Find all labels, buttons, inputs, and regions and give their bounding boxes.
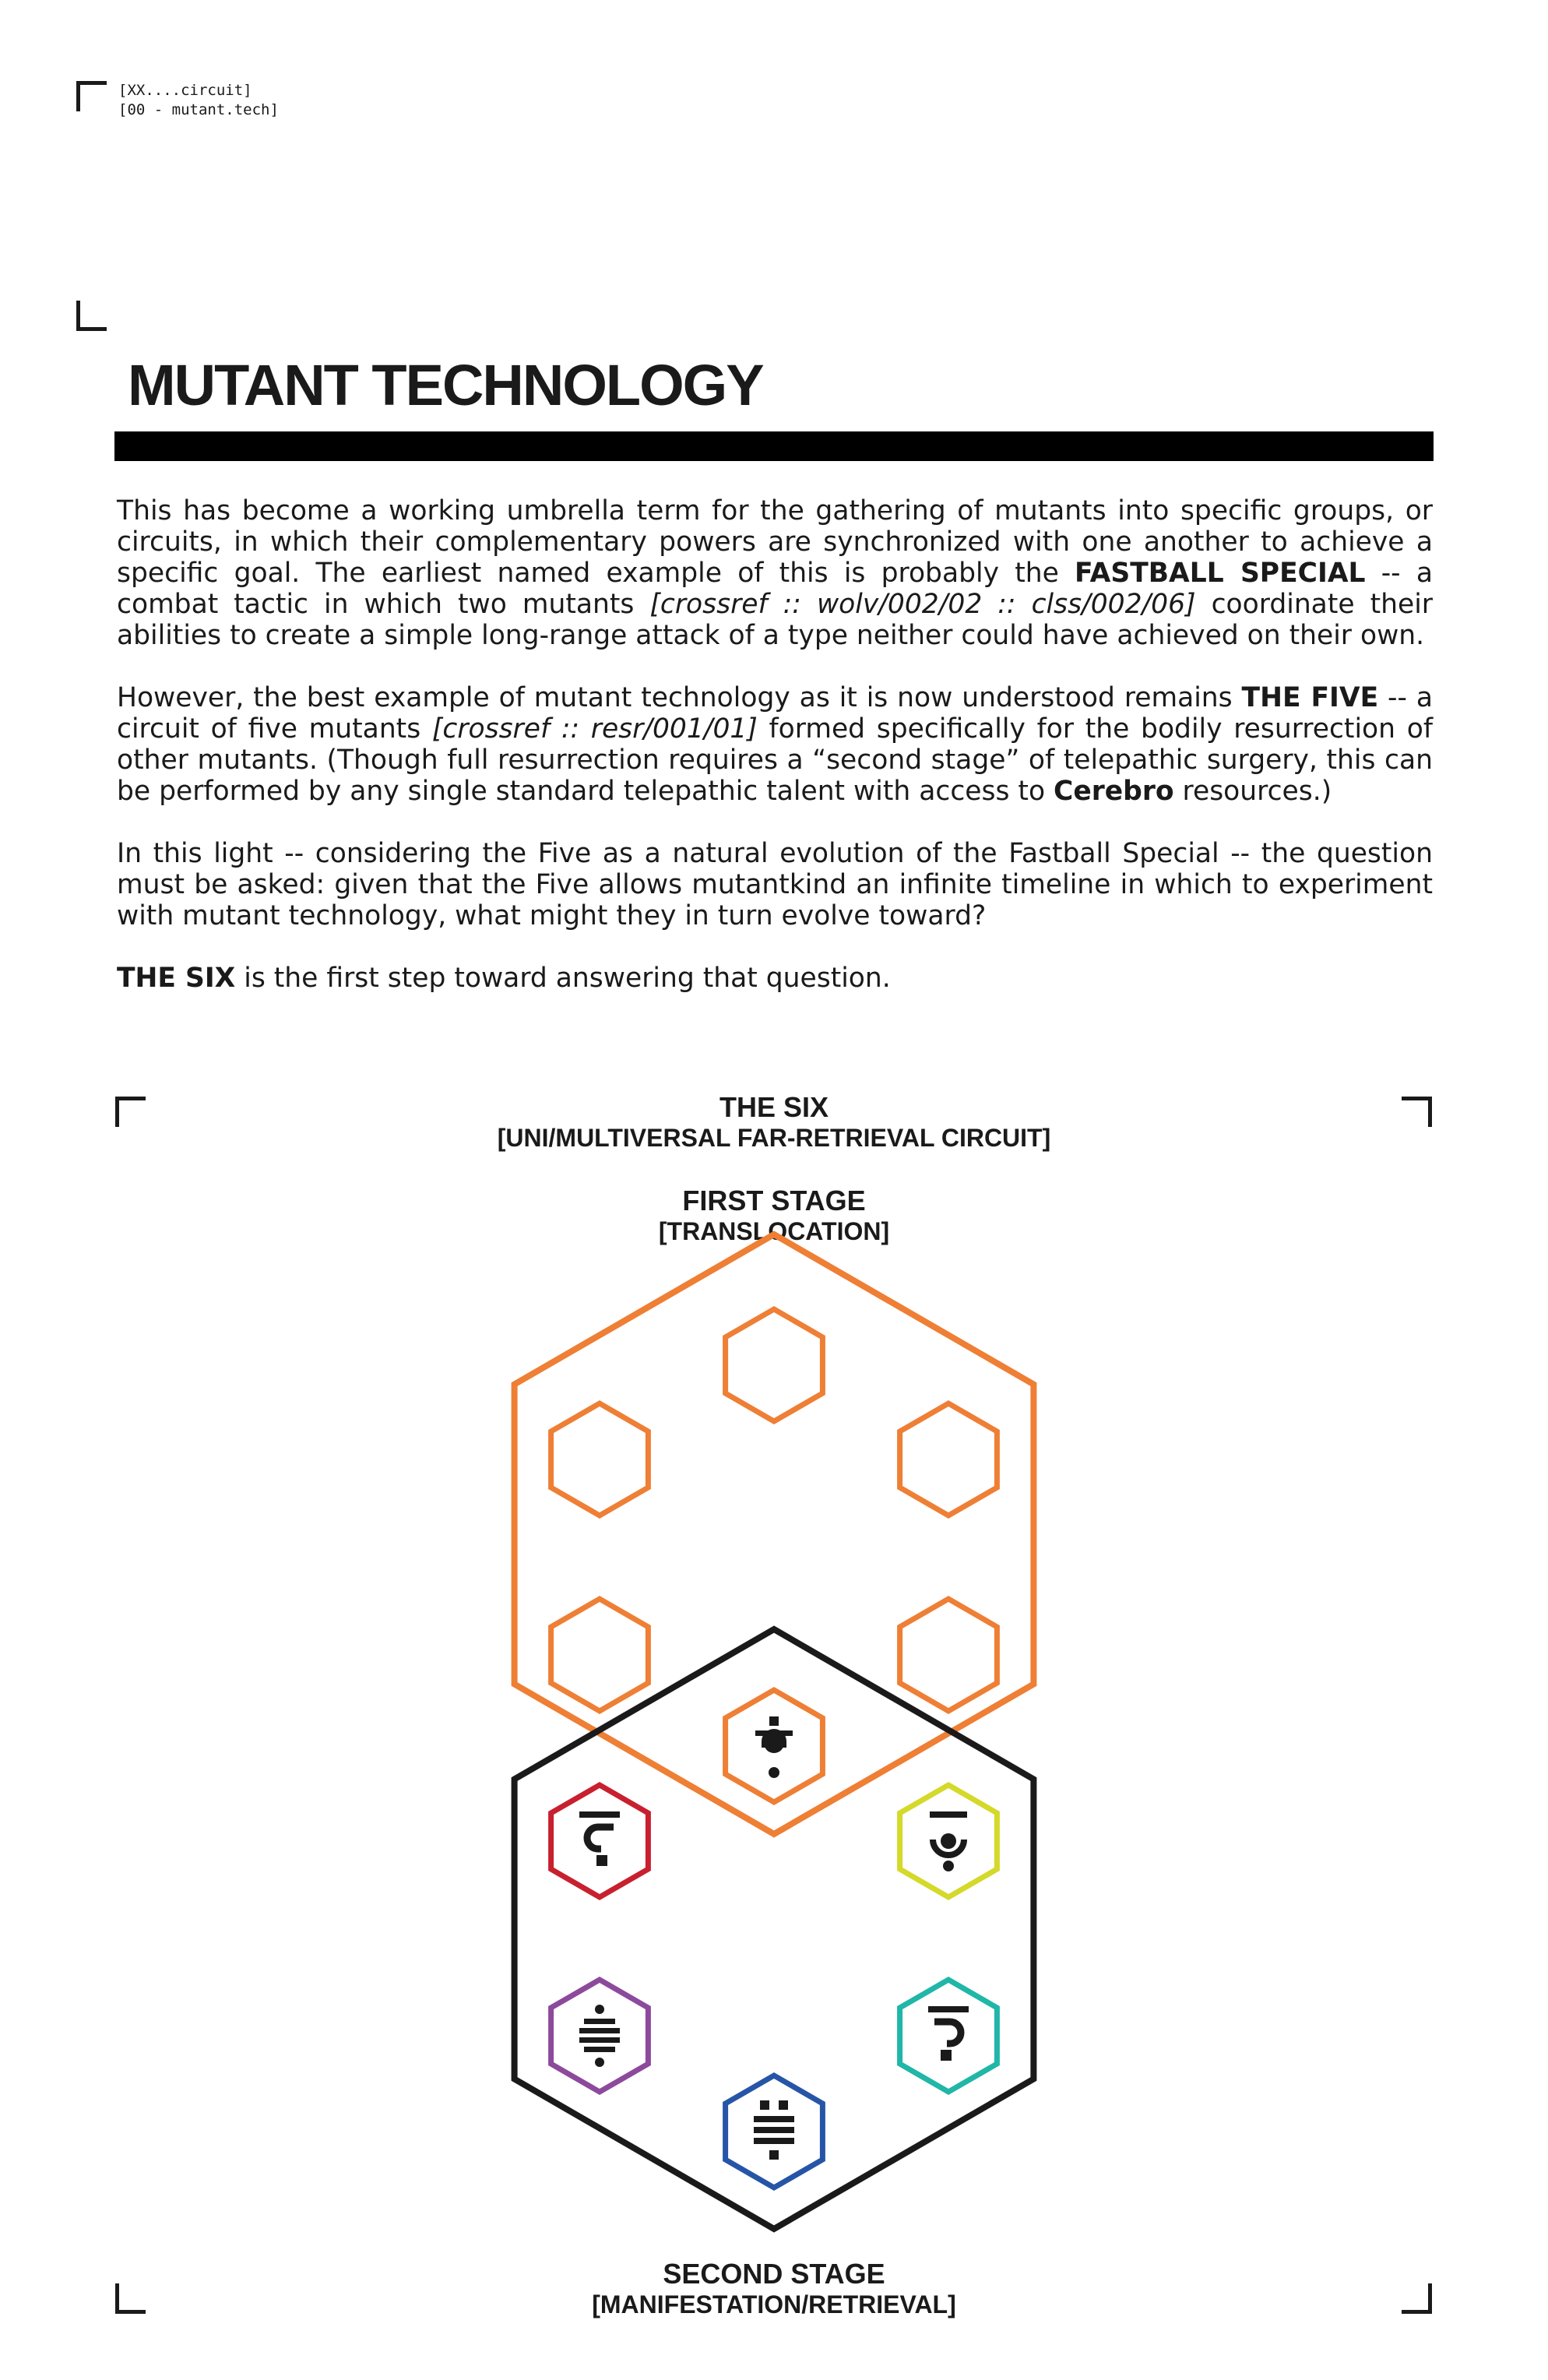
page-title: MUTANT TECHNOLOGY (128, 353, 763, 417)
second-stage-subtitle: [MANIFESTATION/RETRIEVAL] (592, 2290, 956, 2318)
paragraph-3: In this light -- considering the Five as a natural evolution of the Fastball Special -- the question must be asked: given that the Five allows mutantkind an infinite timeline in which to experiment with mutant technology, what might they in turn evolve toward? (117, 838, 1433, 931)
first-stage-node-top (726, 1309, 823, 1421)
second-stage-node-red (551, 1785, 649, 1897)
diagram-title: THE SIX (719, 1091, 829, 1123)
header-code-line-1: [XX....circuit] (118, 82, 252, 99)
first-stage-node-upper-right (900, 1403, 997, 1516)
paragraph-4: THE SIX is the first step toward answering that question. (117, 963, 891, 994)
header-code-line-2: [00 - mutant.tech] (118, 101, 279, 118)
second-stage-node-purple (551, 1980, 649, 2092)
second-stage-title: SECOND STAGE (663, 2258, 885, 2290)
paragraph-1: This has become a working umbrella term for the gathering of mutants into specific groups, or circuits, in which their complementary powers are synchronized with one another to achieve a specific goal. The earliest named example of this is probably the FASTBALL SPECIAL -- a combat tactic in which two mutants [crossref :: wolv/002/02 :: clss/002/06] coordinate their abilities to create a simple long-range attack of a type neither could have achieved on their own. (117, 495, 1433, 651)
first-stage-title: FIRST STAGE (682, 1185, 866, 1216)
second-stage-node-teal (900, 1980, 997, 2092)
first-stage-node-lower-right (900, 1599, 997, 1711)
first-stage-node-upper-left (551, 1403, 649, 1516)
diagram-subtitle: [UNI/MULTIVERSAL FAR-RETRIEVAL CIRCUIT] (497, 1124, 1051, 1152)
first-stage-subtitle: [TRANSLOCATION] (658, 1217, 890, 1245)
paragraph-2: However, the best example of mutant technology as it is now understood remains THE FIVE -- a circuit of five mutants [crossref :: resr/001/01] formed specifically for the bodily resurrection of other mutants. (Though full resurrection requires a “second stage” of telepathic surgery, this can be performed by any single standard telepathic talent with access to Cerebro resources.) (117, 682, 1433, 807)
first-stage-node-lower-left (551, 1599, 649, 1711)
